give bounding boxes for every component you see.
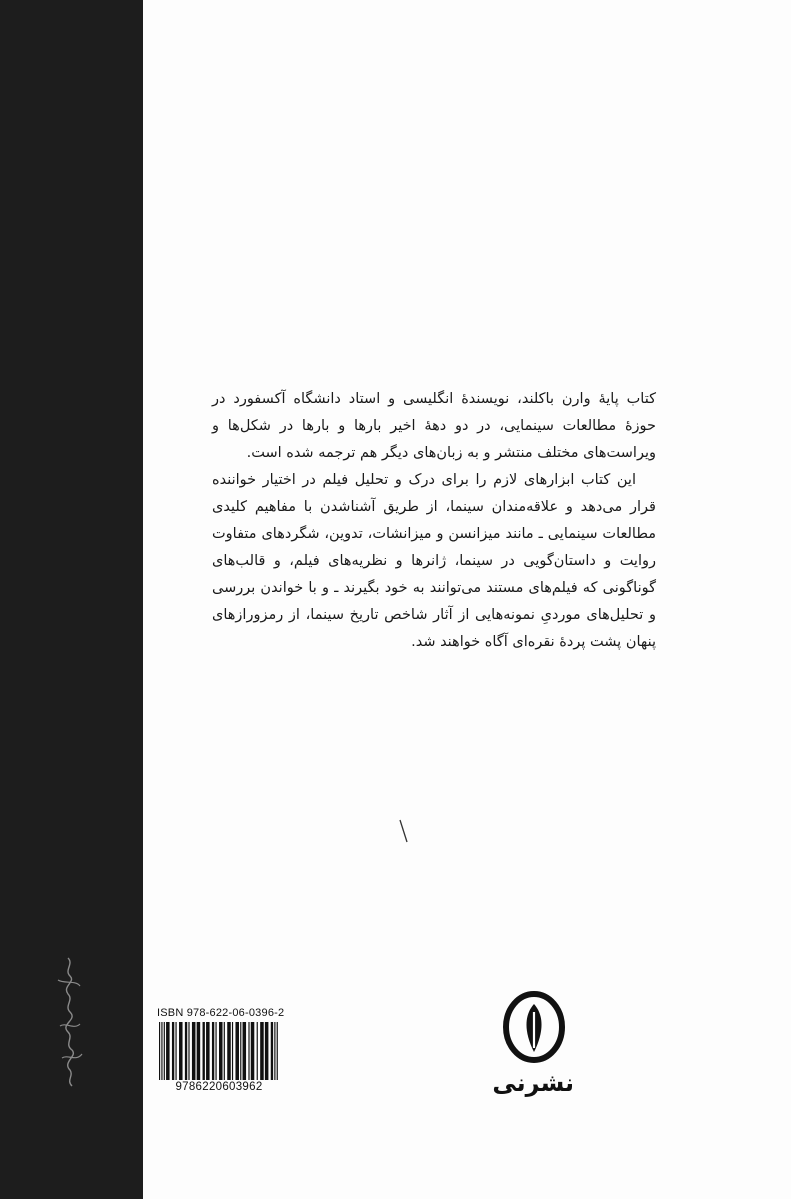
barcode-bar [265, 1022, 269, 1080]
barcode-bar [257, 1022, 258, 1080]
barcode-bar [164, 1022, 165, 1080]
barcode-bar [179, 1022, 183, 1080]
barcode-bar [188, 1022, 189, 1080]
barcode-bar [251, 1022, 255, 1080]
barcode-bar [212, 1022, 214, 1080]
barcode-bar [235, 1022, 239, 1080]
blurb-paragraph-1: کتاب پایهٔ وارن باکلند، نویسندهٔ انگلیسی و استاد دانشگاه آکسفورد در حوزهٔ مطالعات سینمایی، در دو دههٔ اخیر بارها و بارها در شکل‌ها و ویراست‌های مختلف منتشر و به زبان‌های دیگر هم ترجمه شده است. [212, 391, 656, 461]
barcode-bar [274, 1022, 275, 1080]
blurb-text-block [212, 386, 656, 656]
barcode-bar [172, 1022, 174, 1080]
barcode-bar [232, 1022, 233, 1080]
barcode-bar [277, 1022, 278, 1080]
barcode-digits: 9786220603962 [175, 1081, 263, 1093]
publisher-logo-block [494, 990, 574, 1098]
barcode-icon [157, 1022, 281, 1080]
barcode-bar [175, 1022, 176, 1080]
barcode-bar [197, 1022, 201, 1080]
barcode-bar [203, 1022, 205, 1080]
barcode-bar [219, 1022, 223, 1080]
barcode-bar [224, 1022, 225, 1080]
barcode-bar [243, 1022, 247, 1080]
barcode-bar [206, 1022, 210, 1080]
isbn-barcode-block [157, 1006, 285, 1094]
spine-handwritten-signature [48, 950, 94, 1090]
barcode-bar [260, 1022, 264, 1080]
publisher-name: نشرنی [492, 1069, 574, 1097]
barcode-bar [240, 1022, 241, 1080]
barcode-bar [215, 1022, 216, 1080]
isbn-label: ISBN 978-622-06-0396-2 [157, 1007, 285, 1019]
reed-nib-logo-icon [501, 990, 567, 1064]
book-spine-strip [0, 0, 143, 1199]
barcode-bar [161, 1022, 162, 1080]
barcode-bar [248, 1022, 249, 1080]
barcode-bar [227, 1022, 231, 1080]
barcode-bar [185, 1022, 187, 1080]
barcode-bar [192, 1022, 196, 1080]
barcode-bar [271, 1022, 273, 1080]
barcode-bar [159, 1022, 160, 1080]
blurb-paragraph-2: این کتاب ابزارهای لازم را برای درک و تحلیل فیلم در اختیار خواننده قرار می‌دهد و علاقه‌مندان سینما، از طریق آشناشدن با مفاهیم کلیدی مطالعات سینمایی ـ مانند میزانسن و میزانشات، تدوین، شگردهای متفاوت روایت و داستان‌گویی در سینما، ژانرها و نظریه‌های فیلم، و قالب‌های گوناگونی که فیلم‌های مستند می‌توانند به خود بگیرند ـ و با خواندن بررسی و تحلیل‌های موردیِ نمونه‌هایی از آثار شاخص تاریخ سینما، از رمزورازهای پنهان پشت پردهٔ نقره‌ای آگاه خواهند شد. [212, 472, 656, 650]
barcode-bar [166, 1022, 170, 1080]
stray-pen-mark [398, 818, 410, 844]
